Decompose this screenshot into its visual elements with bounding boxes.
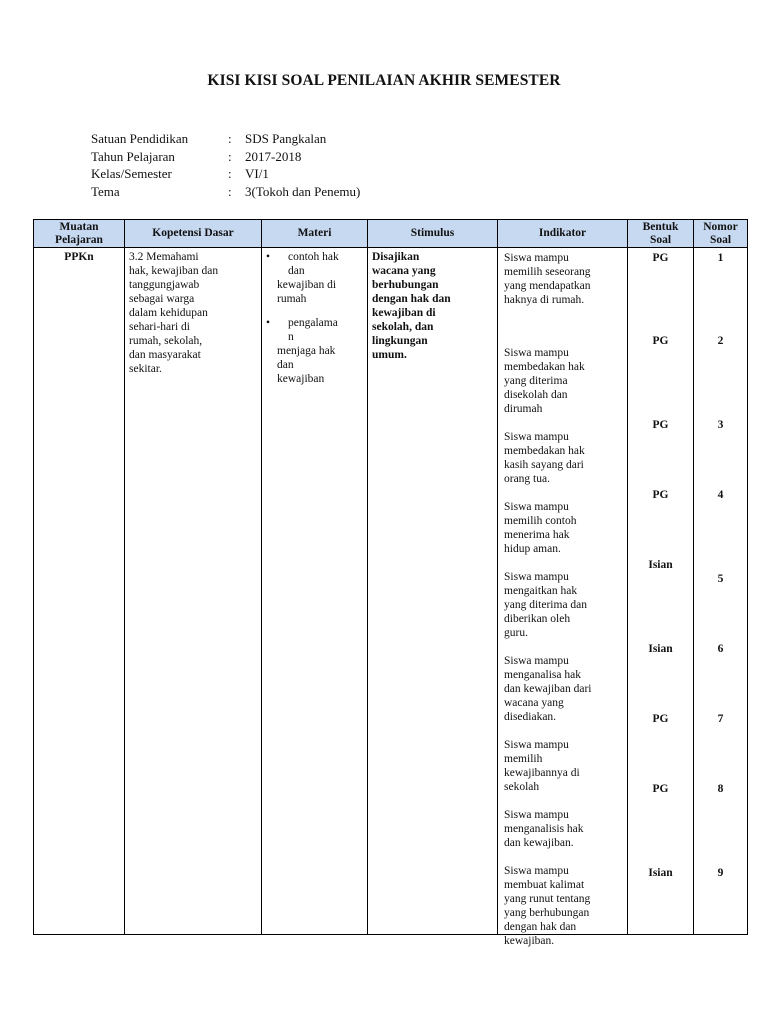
nomor-soal: 2: [717, 335, 724, 347]
indikator-item: [498, 570, 627, 640]
indikator-line: yang berhubungan: [504, 907, 590, 919]
materi-cell: [262, 248, 368, 935]
nomor-soal: 6: [717, 643, 724, 655]
meta-colon: :: [228, 166, 232, 181]
indikator-line: Siswa mampu: [504, 347, 569, 359]
indikator-line: diberikan oleh: [504, 613, 571, 625]
materi-line: kewajiban: [277, 373, 325, 385]
indikator-line: memilih: [504, 753, 543, 765]
nomor-soal: 9: [717, 867, 724, 879]
table-header-row: [34, 220, 748, 248]
indikator-item: [498, 654, 627, 724]
materi-line: rumah: [277, 293, 307, 305]
meta-label: Kelas/Semester: [91, 166, 172, 181]
table-row: [34, 248, 748, 935]
kd-line: tanggungjawab: [129, 279, 200, 291]
document-title: KISI KISI SOAL PENILAIAN AKHIR SEMESTER: [207, 72, 561, 89]
indikator-line: hidup aman.: [504, 543, 561, 555]
indikator-line: guru.: [504, 627, 528, 639]
indikator-line: wacana yang: [504, 697, 564, 709]
bentuk-soal: PG: [652, 252, 669, 264]
stimulus-line: sekolah, dan: [372, 321, 434, 333]
indikator-line: Siswa mampu: [504, 252, 569, 264]
bentuk-soal: Isian: [648, 643, 673, 655]
indikator-line: memilih contoh: [504, 515, 577, 527]
indikator-line: menganalisa hak: [504, 669, 581, 681]
indikator-line: dan kewajiban.: [504, 837, 574, 849]
bentuk-soal: PG: [652, 783, 669, 795]
header-kd: Kopetensi Dasar: [125, 220, 262, 248]
kd-line: rumah, sekolah,: [129, 335, 203, 347]
kisi-kisi-table: [33, 219, 748, 947]
materi-line: pengalama: [288, 317, 338, 329]
header-nomor: [694, 220, 748, 248]
meta-label: Tema: [91, 183, 120, 199]
indikator-line: Siswa mampu: [504, 431, 569, 443]
header-text: Muatan: [59, 221, 99, 233]
header-stimulus: Stimulus: [368, 220, 498, 248]
header-text: Pelajaran: [55, 233, 103, 246]
materi-item: [266, 316, 363, 386]
kd-line: hak, kewajiban dan: [129, 265, 219, 277]
document-meta: [91, 130, 360, 200]
indikator-line: orang tua.: [504, 473, 550, 485]
materi-line: contoh hak: [288, 251, 339, 263]
indikator-line: membedakan hak: [504, 361, 585, 373]
bentuk-soal: Isian: [648, 867, 673, 879]
meta-label: Satuan Pendidikan: [91, 131, 189, 146]
nomor-soal: 8: [717, 783, 724, 795]
materi-item: [266, 250, 363, 306]
indikator-line: membedakan hak: [504, 445, 585, 457]
indikator-line: dirumah: [504, 403, 543, 415]
header-bentuk: [628, 220, 694, 248]
nomor-soal: 1: [717, 252, 724, 264]
kd-line: dalam kehidupan: [129, 307, 208, 319]
materi-line: dan: [277, 359, 294, 371]
nomor-soal: 7: [717, 713, 724, 725]
kd-line: sebagai warga: [129, 293, 195, 305]
meta-row-kelas: [91, 165, 360, 183]
header-text: Soal: [709, 233, 732, 246]
indikator-line: yang diterima: [504, 375, 568, 387]
header-muatan: [34, 220, 125, 248]
indikator-item: [498, 500, 627, 556]
indikator-line: memilih seseorang: [504, 266, 591, 278]
materi-line: n: [288, 331, 294, 343]
indikator-item: [498, 808, 627, 850]
nomor-soal: 5: [717, 573, 724, 585]
indikator-line: Siswa mampu: [504, 809, 569, 821]
kd-cell: [125, 248, 262, 935]
kd-line: dan masyarakat: [129, 349, 201, 361]
bentuk-soal: PG: [652, 713, 669, 725]
materi-line: kewajiban di: [277, 279, 337, 291]
meta-colon: :: [228, 131, 232, 146]
header-text: Bentuk: [642, 221, 679, 233]
stimulus-line: Disajikan: [372, 251, 420, 263]
indikator-item: [498, 346, 627, 416]
indikator-line: Siswa mampu: [504, 655, 569, 667]
indikator-line: kewajiban.: [504, 935, 555, 947]
indikator-line: sekolah: [504, 781, 540, 793]
meta-value: SDS Pangkalan: [245, 131, 327, 146]
nomor-soal-cell: [694, 248, 748, 935]
header-text: Soal: [649, 233, 672, 246]
indikator-line: Siswa mampu: [504, 571, 569, 583]
indikator-line: yang diterima dan: [504, 599, 588, 611]
indikator-line: yang mendapatkan: [504, 280, 591, 292]
meta-value: VI/1: [245, 166, 269, 181]
indikator-cell: [498, 248, 628, 947]
materi-line: menjaga hak: [277, 345, 336, 357]
indikator-line: mengaitkan hak: [504, 585, 578, 597]
kd-line: 3.2 Memahami: [129, 251, 199, 263]
indikator-line: Siswa mampu: [504, 865, 569, 877]
stimulus-line: dengan hak dan: [372, 293, 451, 305]
nomor-soal: 3: [717, 419, 724, 431]
stimulus-line: umum.: [372, 349, 407, 361]
indikator-line: kasih sayang dari: [504, 459, 584, 471]
indikator-item: [498, 738, 627, 794]
indikator-line: disekolah dan: [504, 389, 568, 401]
header-text: Nomor: [703, 221, 738, 233]
indikator-line: menerima hak: [504, 529, 570, 541]
meta-value: 2017-2018: [245, 148, 302, 164]
materi-line: dan: [288, 265, 305, 277]
meta-row-tahun: [91, 148, 360, 166]
bullet-icon: •: [266, 317, 271, 329]
header-materi: Materi: [262, 220, 368, 248]
indikator-line: yang runut tentang: [504, 893, 591, 905]
bentuk-soal-cell: [628, 248, 694, 935]
bullet-icon: •: [266, 251, 271, 263]
indikator-item: [498, 430, 627, 486]
indikator-line: Siswa mampu: [504, 739, 569, 751]
stimulus-line: berhubungan: [372, 279, 439, 291]
indikator-line: kewajibannya di: [504, 767, 580, 779]
stimulus-line: wacana yang: [372, 265, 436, 277]
indikator-line: dengan hak dan: [504, 921, 577, 933]
indikator-line: haknya di rumah.: [504, 294, 585, 306]
meta-row-tema: [91, 183, 360, 201]
nomor-soal: 4: [717, 489, 724, 501]
indikator-line: membuat kalimat: [504, 879, 585, 891]
indikator-line: dan kewajiban dari: [504, 683, 592, 695]
meta-row-satuan: [91, 130, 360, 148]
kd-line: sekitar.: [129, 363, 162, 375]
bentuk-soal: PG: [652, 335, 669, 347]
meta-colon: :: [228, 148, 232, 164]
header-indikator: Indikator: [498, 220, 628, 248]
bentuk-soal: PG: [652, 419, 669, 431]
indikator-item: [498, 251, 627, 307]
stimulus-line: lingkungan: [372, 335, 428, 347]
kd-line: sehari-hari di: [129, 321, 190, 333]
meta-colon: :: [228, 183, 232, 199]
indikator-item: [498, 864, 627, 948]
indikator-line: disediakan.: [504, 711, 557, 723]
meta-value: 3(Tokoh dan Penemu): [245, 183, 361, 199]
stimulus-cell: [368, 248, 498, 935]
muatan-cell: PPKn: [34, 248, 125, 935]
bentuk-soal: Isian: [648, 559, 673, 571]
indikator-line: menganalisis hak: [504, 823, 584, 835]
bentuk-soal: PG: [652, 489, 669, 501]
stimulus-line: kewajiban di: [372, 307, 436, 319]
indikator-line: Siswa mampu: [504, 501, 569, 513]
meta-label: Tahun Pelajaran: [91, 148, 175, 164]
